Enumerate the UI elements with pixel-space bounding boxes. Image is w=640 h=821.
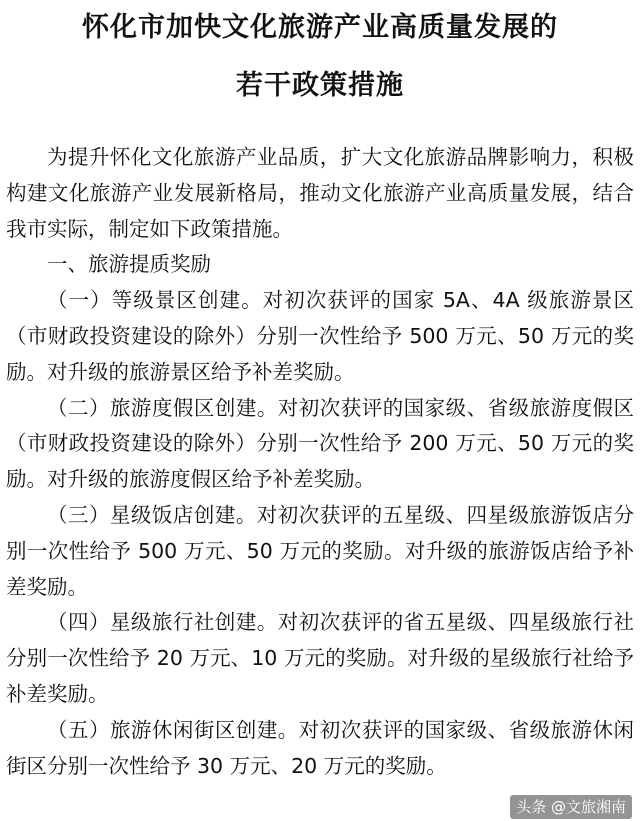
source-watermark: 头条 @文旅湘南 — [510, 795, 632, 819]
intro-paragraph: 为提升怀化文化旅游产业品质，扩大文化旅游品牌影响力，积极构建文化旅游产业发展新格局，推动文化旅游产业高质量发展，结合我市实际，制定如下政策措施。 — [6, 145, 634, 241]
policy-item-5: （五）旅游休闲街区创建。对初次获评的国家级、省级旅游休闲街区分别一次性给予 30 万元、20 万元的奖励。 — [6, 717, 634, 778]
section-heading: 一、旅游提质奖励 — [47, 252, 211, 277]
policy-item-3: （三）星级饭店创建。对初次获评的五星级、四星级旅游饭店分别一次性给予 500 万元、50 万元的奖励。对升级的旅游饭店给予补差奖励。 — [6, 502, 634, 599]
document-title-line2: 若干政策措施 — [236, 70, 404, 101]
document-body — [6, 140, 634, 784]
document-title-line1: 怀化市加快文化旅游产业高质量发展的 — [82, 12, 558, 43]
policy-item-2: （二）旅游度假区创建。对初次获评的国家级、省级旅游度假区（市财政投资建设的除外）分别一次性给予 200 万元、50 万元的奖励。对升级的旅游度假区给予补差奖励。 — [6, 395, 634, 492]
policy-item-1: （一）等级景区创建。对初次获评的国家 5A、4A 级旅游景区（市财政投资建设的除外）分别一次性给予 500 万元、50 万元的奖励。对升级的旅游景区给予补差奖励。 — [6, 288, 634, 384]
policy-item-4: （四）星级旅行社创建。对初次获评的省五星级、四星级旅行社分别一次性给予 20 万元、10 万元的奖励。对升级的星级旅行社给予补差奖励。 — [6, 610, 634, 706]
